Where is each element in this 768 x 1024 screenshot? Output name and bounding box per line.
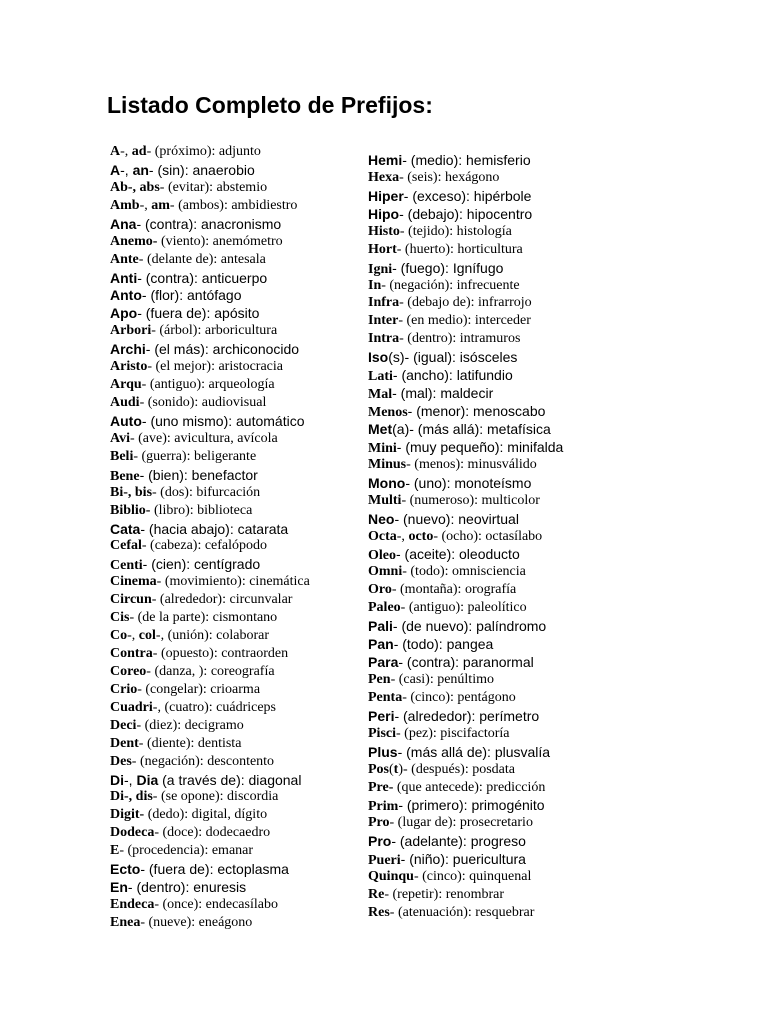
prefix-entry [368,420,551,438]
prefix-term: Minus [368,457,407,472]
prefix-definition: - (bien): benefactor [139,467,258,483]
prefix-definition: - (en medio): interceder [398,313,531,328]
prefix-entry [110,286,242,304]
prefix-entry [368,330,520,348]
prefix-term: Quinqu [368,869,414,884]
prefix-term: Digit- [110,807,145,822]
prefix-definition: - (seis): hexágono [399,170,500,185]
prefix-entry [110,412,305,430]
prefix-definition: - (montaña): orografía [391,582,517,597]
prefix-entry [368,689,516,707]
prefix-entry [368,563,526,581]
prefix-definition: (a través de): diagonal [158,772,302,788]
prefix-entry [368,581,516,599]
prefix-definition: - (menor): menoscabo [407,403,546,419]
prefix-term: Met [368,421,393,437]
prefix-entry [110,842,253,860]
prefix-definition: -, [120,162,133,178]
prefix-definition: (libro): biblioteca [150,503,253,518]
prefix-term: Cefal [110,538,142,553]
prefix-term: Pos [368,762,389,777]
prefix-entry [368,492,540,510]
prefix-term-variant: Dia [136,772,159,788]
prefix-term-variant: am [151,198,170,213]
prefix-definition: -, (cuatro): cuádriceps [152,700,277,715]
prefix-definition: - (uno mismo): automático [141,413,305,429]
prefix-definition: - (pez): piscifactoría [396,726,510,741]
prefix-term: Peri [368,708,395,724]
prefix-definition: -, [124,772,137,788]
prefix-term: Omni [368,564,403,579]
prefix-definition: (dedo): digital, dígito [144,807,268,822]
prefix-entry [368,814,533,832]
prefix-definition: - (próximo): adjunto [146,144,261,159]
prefix-definition: - (aceite): oleoducto [396,546,520,562]
prefix-entry [368,743,550,761]
prefix-term: Inter [368,313,399,328]
prefix-term: Apo [110,305,138,321]
prefix-entry [368,528,542,546]
prefix-entry [368,886,504,904]
prefix-entry [110,430,278,448]
prefix-entry [110,717,244,735]
prefix-entry [368,904,534,922]
prefix-term: Centi [110,558,143,573]
prefix-term: Arqu [110,377,142,392]
prefix-definition: - (contra): anticuerpo [137,270,268,286]
prefix-definition: - (cabeza): cefalópodo [141,538,268,553]
prefix-term: Ana [110,216,137,232]
prefix-definition: (s)- (igual): isósceles [388,349,518,365]
prefix-term: Hipo [368,206,400,222]
prefix-definition: -, [139,198,152,213]
prefix-definition: - (evitar): abstemio [159,180,268,195]
prefix-definition: - (diente): dentista [138,736,242,751]
prefix-definition: - (debajo): hipocentro [399,206,533,222]
prefix-term: Hexa [368,170,400,185]
prefix-entry [368,259,503,277]
prefix-definition: -, [396,529,409,544]
prefix-definition: - (fuera de): apósito [137,305,260,321]
prefix-term: Penta [368,690,403,705]
prefix-entry [368,402,545,420]
prefix-definition: - (procedencia): emanar [119,843,254,858]
prefix-term: Archi [110,341,146,357]
prefix-entry [368,474,531,492]
prefix-definition: - (árbol): arboricultura [151,323,278,338]
prefix-entry [368,277,520,295]
prefix-definition: - (adelante): progreso [391,833,526,849]
prefix-definition: - (alrededor): perímetro [394,708,540,724]
prefix-entry [368,456,537,474]
prefix-term: Pan [368,636,394,652]
prefix-entry [368,653,534,671]
prefix-term: Arbori [110,323,152,338]
prefix-term: Pro [368,815,390,830]
prefix-entry [110,806,267,824]
prefix-term: Hort [368,242,397,257]
prefix-definition: -, [127,628,139,643]
prefix-term: Des [110,754,132,769]
prefix-term: Lati [368,369,393,384]
prefix-term-variant: col [138,628,156,643]
prefix-definition: - (debajo de): infrarrojo [399,295,532,310]
prefix-definition: - (guerra): beligerante [133,449,257,464]
prefix-term: Prim [368,799,399,814]
prefix-entry [368,241,523,259]
prefix-definition: - (mal): maldecir [392,385,494,401]
prefix-term: Paleo [368,600,401,615]
prefix-entry [110,878,246,896]
prefix-term: Multi [368,493,402,508]
prefix-term: Anemo- [110,234,158,249]
prefix-term: Mal [368,387,393,402]
prefix-definition: - (de la parte): cismontano [129,610,278,625]
prefix-term: Auto [110,413,142,429]
prefix-term: Circun [110,592,152,607]
prefix-definition: )- (después): posdata [398,762,515,777]
prefix-term: Crio [110,682,138,697]
prefix-term: Pisci [368,726,396,741]
prefix-definition: - (se opone): discordia [152,789,279,804]
prefix-entry [110,914,252,932]
prefix-entry [110,627,269,645]
prefix-term: Histo [368,224,400,239]
prefix-term: Ab-, abs [110,180,160,195]
prefix-definition: - (de nuevo): palíndromo [392,618,547,634]
prefix-term: Iso [368,349,389,365]
prefix-entry [110,573,310,591]
prefix-definition: - (congelar): crioarma [137,682,261,697]
prefix-definition: - (sin): anaerobio [148,162,255,178]
prefix-definition: - (contra): paranormal [398,654,534,670]
prefix-term: Avi [110,431,130,446]
prefix-term: Cis [110,610,130,625]
prefix-definition: - (antiguo): paleolítico [400,600,527,615]
prefix-term: Cata [110,521,141,537]
prefix-term: Enea [110,915,141,930]
prefix-entry [110,340,299,358]
prefix-term: Res [368,905,390,920]
prefix-entry [368,671,494,689]
prefix-definition: - (negación): infrecuente [381,278,520,293]
prefix-term: Hiper [368,188,404,204]
prefix-entry [368,223,512,241]
prefix-definition: - (el mejor): aristocracia [147,359,283,374]
prefix-term: Plus [368,744,398,760]
prefix-entry [110,484,260,502]
prefix-term: Para [368,654,399,670]
prefix-definition: (a)- (más allá): metafísica [392,421,551,437]
prefix-definition: - (cien): centígrado [142,556,261,572]
prefix-term: Beli [110,449,134,464]
prefix-definition: - (todo): pangea [393,636,494,652]
prefix-definition: - (muy pequeño): minifalda [396,439,564,455]
prefix-definition: - (cinco): quinquenal [413,869,532,884]
prefix-term: Co [110,628,128,643]
prefix-entry [110,466,258,484]
prefix-entry [110,860,289,878]
prefix-definition: - (sonido): audiovisual [139,395,267,410]
prefix-definition: - (ambos): ambidiestro [169,198,298,213]
prefix-entry [368,294,532,312]
prefix-entry [368,366,513,384]
prefix-term: Igni [368,262,393,277]
prefix-term: Oleo [368,548,396,563]
prefix-definition: - (hacia abajo): catarata [140,521,289,537]
prefix-definition: - (ocho): octasílabo [433,529,543,544]
prefix-entry [110,645,288,663]
prefix-term: Octa [368,529,397,544]
prefix-term: En [110,879,128,895]
prefix-term-variant: ad [131,144,147,159]
prefix-definition: - (diez): decigramo [136,718,244,733]
prefix-entry [110,609,277,627]
prefix-definition: - (flor): antófago [141,287,242,303]
prefix-definition: - (ave): avicultura, avícola [129,431,278,446]
prefix-term: Intra [368,331,400,346]
prefix-term: Audi [110,395,140,410]
prefix-term: Cinema [110,574,157,589]
prefix-entry [110,161,255,179]
prefix-entry [368,707,539,725]
prefix-entry [110,197,297,215]
prefix-entry [110,358,283,376]
prefix-entry [110,771,301,789]
prefix-term: Biblio- [110,503,151,518]
prefix-term: Mono [368,475,406,491]
prefix-entry [368,850,526,868]
prefix-entry [368,725,510,743]
prefix-term: A [110,144,121,159]
page-title: Listado Completo de Prefijos: [107,92,433,118]
prefix-term: Pali [368,618,393,634]
prefix-entry [110,537,267,555]
prefix-term: Bi-, bis [110,485,153,500]
prefix-entry [110,448,256,466]
prefix-entry [110,555,260,573]
prefix-term: Menos [368,405,408,420]
prefix-entry [110,179,267,197]
prefix-definition: - (niño): puericultura [400,851,526,867]
prefix-definition: - (nuevo): neovirtual [394,511,519,527]
prefix-definition: - (medio): hemisferio [402,152,531,168]
prefix-definition: - (once): endecasílabo [154,897,278,912]
prefix-term-variant: octo [408,529,434,544]
prefix-entry [368,348,517,366]
prefix-entry [110,502,252,520]
prefix-term: Pro [368,833,392,849]
prefix-definition: - (primero): primogénito [398,797,545,813]
prefix-term: Mini [368,441,397,456]
prefix-entry [110,896,278,914]
prefix-definition: - (movimiento): cinemática [156,574,310,589]
prefix-definition: - (fuego): Ignífugo [392,260,504,276]
prefix-entry [368,617,546,635]
prefix-entry [110,376,275,394]
prefix-definition: -, (unión): colaborar [155,628,270,643]
prefix-entry [368,599,527,617]
prefix-definition: - (lugar de): prosecretario [389,815,533,830]
prefix-term: Contra [110,646,153,661]
prefix-definition: - (el más): archiconocido [145,341,300,357]
prefix-term: Amb [110,198,140,213]
prefix-definition: - (todo): omnisciencia [402,564,526,579]
prefix-entry [368,438,563,456]
prefix-term: Hemi [368,152,403,168]
prefix-definition: - (repetir): renombrar [384,887,505,902]
prefix-definition: - (casi): penúltimo [390,672,494,687]
prefix-term: Dent [110,736,139,751]
prefix-entry [110,233,283,251]
prefix-entry [110,681,260,699]
prefix-entry [368,312,531,330]
prefix-definition: - (doce): dodecaedro [154,825,271,840]
prefix-entry [110,304,259,322]
prefix-definition: - (negación): descontento [131,754,275,769]
prefix-definition: ( [389,762,394,777]
prefix-term: A [110,162,121,178]
prefix-term: Endeca [110,897,155,912]
prefix-definition: - (numeroso): multicolor [401,493,540,508]
prefix-term: Pre- [368,780,394,795]
prefix-entry [110,215,281,233]
prefix-term: Neo [368,511,395,527]
prefix-term: Deci [110,718,137,733]
prefix-entry [368,169,499,187]
prefix-entry [110,143,261,161]
prefix-definition: - (antiguo): arqueología [141,377,275,392]
prefix-term: Aristo [110,359,148,374]
prefix-term: Ecto [110,861,141,877]
prefix-definition: - (más allá de): plusvalía [397,744,551,760]
prefix-entry [368,545,520,563]
prefix-definition: - (dos): bifurcación [152,485,261,500]
prefix-term: Anto [110,287,142,303]
prefix-definition: - (menos): minusválido [406,457,537,472]
prefix-definition: - (opuesto): contraorden [152,646,289,661]
prefix-entry [110,699,276,717]
prefix-entry [368,868,531,886]
prefix-definition: - (atenuación): resquebrar [389,905,535,920]
prefix-entry [368,796,545,814]
prefix-entry [368,761,515,779]
prefix-entry [368,205,532,223]
prefix-entry [110,322,277,340]
prefix-entry [110,394,266,412]
prefix-term: Infra [368,295,400,310]
prefix-definition: - (alrededor): circunvalar [151,592,293,607]
prefix-definition: - (exceso): hipérbole [403,188,532,204]
prefix-entry [368,832,526,850]
prefix-term: Anti [110,270,138,286]
prefix-term: Pueri [368,853,401,868]
prefix-entry [368,187,531,205]
prefix-definition: - (nueve): eneágono [140,915,253,930]
prefix-term: Di [110,772,124,788]
prefix-entry [368,510,519,528]
prefix-entry [110,251,266,269]
prefix-definition: - (danza, ): coreografía [146,664,275,679]
prefix-definition: - (ancho): latifundio [392,367,513,383]
prefix-term-variant: an [132,162,149,178]
prefix-entry [110,269,267,287]
prefix-definition: -, [120,144,132,159]
prefix-term: Pen [368,672,391,687]
prefix-entry [110,663,275,681]
prefix-entry [110,753,274,771]
prefix-definition: - (fuera de): ectoplasma [140,861,289,877]
prefix-term: In [368,278,382,293]
prefix-term: Di-, dis [110,789,153,804]
prefix-entry [110,788,278,806]
prefix-term-variant: t [393,762,399,777]
prefix-term: E [110,843,120,858]
prefix-term: Oro [368,582,392,597]
prefix-definition: - (delante de): antesala [138,252,266,267]
prefix-entry [368,635,493,653]
prefix-definition: - (uno): monoteísmo [405,475,532,491]
prefix-term: Dodeca [110,825,155,840]
prefix-definition: - (contra): anacronismo [136,216,282,232]
prefix-term: Coreo [110,664,147,679]
prefix-definition: - (tejido): histología [399,224,512,239]
prefix-term: Ante [110,252,139,267]
prefix-definition: - (huerto): horticultura [396,242,523,257]
prefix-definition: (que antecede): predicción [393,780,546,795]
prefix-entry [368,384,493,402]
prefix-definition: - (dentro): intramuros [399,331,521,346]
prefix-entry [368,151,531,169]
prefix-entry [110,520,288,538]
prefix-entry [110,735,241,753]
prefix-term: Bene [110,469,140,484]
prefix-entry [368,779,545,797]
prefix-definition: (viento): anemómetro [157,234,283,249]
prefix-term: Re [368,887,385,902]
prefix-definition: - (dentro): enuresis [127,879,247,895]
prefix-definition: - (cinco): pentágono [402,690,516,705]
prefix-entry [110,591,292,609]
prefix-entry [110,824,270,842]
prefix-term: Cuadri [110,700,153,715]
